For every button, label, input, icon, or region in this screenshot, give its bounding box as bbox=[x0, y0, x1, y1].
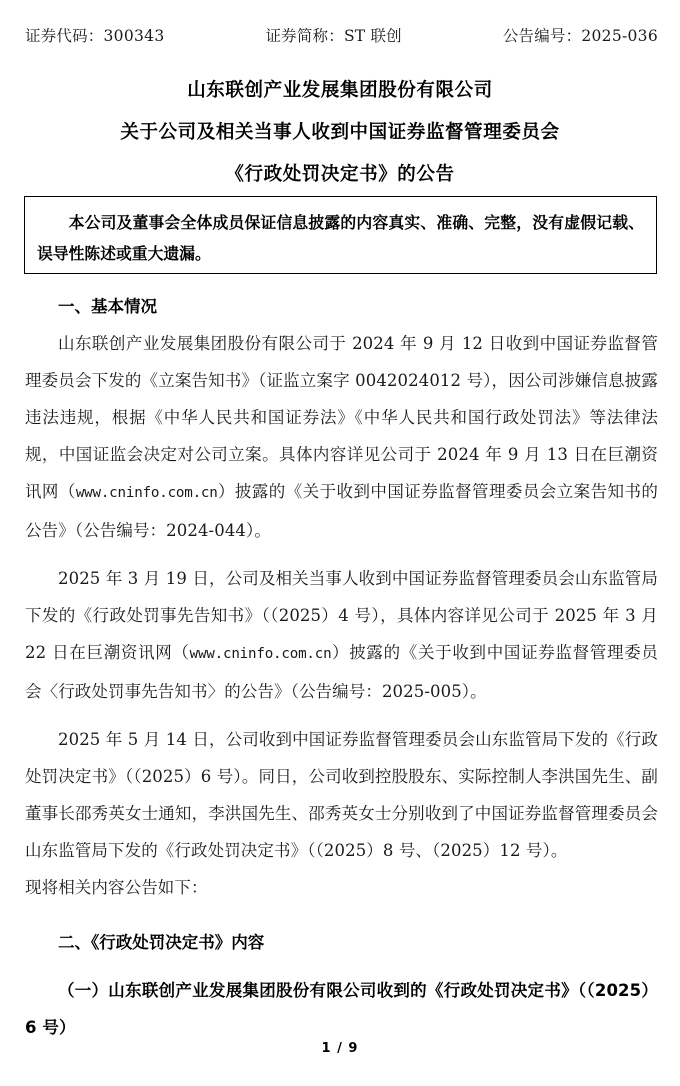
paragraph-announcement-lead: 现将相关内容公告如下： bbox=[25, 878, 208, 897]
paragraph-prior-notice-part1: 2025 年 3 月 19 日，公司及相关当事人收到中国证券监督管理委员会山东监管局下发的《行政处罚事先告知书》（（2025）4 号），具体内容详见公司于 2025 年 3 月 22 日在巨潮资讯网（ bbox=[25, 569, 658, 662]
paragraph-prior-notice-part2: ）披露的《关于收到中国证券监督管理委员会〈行政处罚事先告知书〉的公告》（公告编号：2025-005）。 bbox=[25, 643, 658, 701]
security-name-field bbox=[265, 24, 401, 46]
security-code-field bbox=[25, 24, 165, 46]
subsection-heading-one: （一）山东联创产业发展集团股份有限公司收到的《行政处罚决定书》（（2025）6 号） bbox=[25, 981, 658, 1037]
section-heading-one: 一、基本情况 bbox=[58, 297, 157, 316]
paragraph-case-filing-part1: 山东联创产业发展集团股份有限公司于 2024 年 9 月 12 日收到中国证券监督管理委员会下发的《立案告知书》（证监立案字 0042024012 号），因公司涉嫌信息披露违法违规，根据《中华人民共和国证券法》《中华人民共和国行政处罚法》等法律法规，中国证监会决定对公司立案。具体内容详见公司于 2024 年 9 月 13 日在巨潮资讯网（ bbox=[25, 334, 658, 501]
page-footer bbox=[0, 1041, 680, 1056]
paragraph-case-filing bbox=[25, 325, 658, 549]
announcement-number-value: 2025-036 bbox=[581, 27, 658, 45]
security-code-value: 300343 bbox=[103, 27, 165, 45]
security-code-label: 证券代码： bbox=[25, 27, 104, 45]
disclaimer-text: 本公司及董事会全体成员保证信息披露的内容真实、准确、完整，没有虚假记载、误导性陈述或重大遗漏。 bbox=[37, 213, 644, 263]
announcement-number-label: 公告编号： bbox=[502, 27, 582, 45]
disclaimer-box bbox=[24, 196, 657, 274]
title-line-document: 《行政处罚决定书》的公告 bbox=[225, 164, 455, 185]
title-line-company: 山东联创产业发展集团股份有限公司 bbox=[187, 80, 493, 101]
paragraph-penalty-decision: 2025 年 5 月 14 日，公司收到中国证券监督管理委员会山东监管局下发的《行政处罚决定书》（（2025）6 号）。同日，公司收到控股股东、实际控制人李洪国先生、副董事长邵秀英女士通知，李洪国先生、邵秀英女士分别收到了中国证券监督管理委员会山东监管局下发的《行政处罚决定书》（（2025）8 号、（2025）12 号）。 bbox=[25, 730, 658, 860]
document-header-meta bbox=[25, 24, 658, 46]
paragraph-prior-notice bbox=[25, 560, 658, 710]
section-heading-two: 二、《行政处罚决定书》内容 bbox=[58, 933, 265, 952]
security-name-value: ST 联创 bbox=[343, 27, 402, 45]
security-name-label: 证券简称： bbox=[265, 27, 344, 45]
page-title bbox=[40, 70, 640, 196]
paragraph-case-filing-part2: ）披露的《关于收到中国证券监督管理委员会立案告知书的公告》（公告编号：2024-044）。 bbox=[25, 482, 658, 540]
cninfo-url: www.cninfo.com.cn bbox=[189, 646, 332, 662]
announcement-number-field bbox=[503, 24, 658, 46]
title-line-subject: 关于公司及相关当事人收到中国证券监督管理委员会 bbox=[120, 122, 560, 143]
cninfo-url: www.cninfo.com.cn bbox=[75, 485, 218, 501]
document-body bbox=[25, 288, 658, 1046]
page-indicator: 1 / 9 bbox=[321, 1041, 359, 1056]
